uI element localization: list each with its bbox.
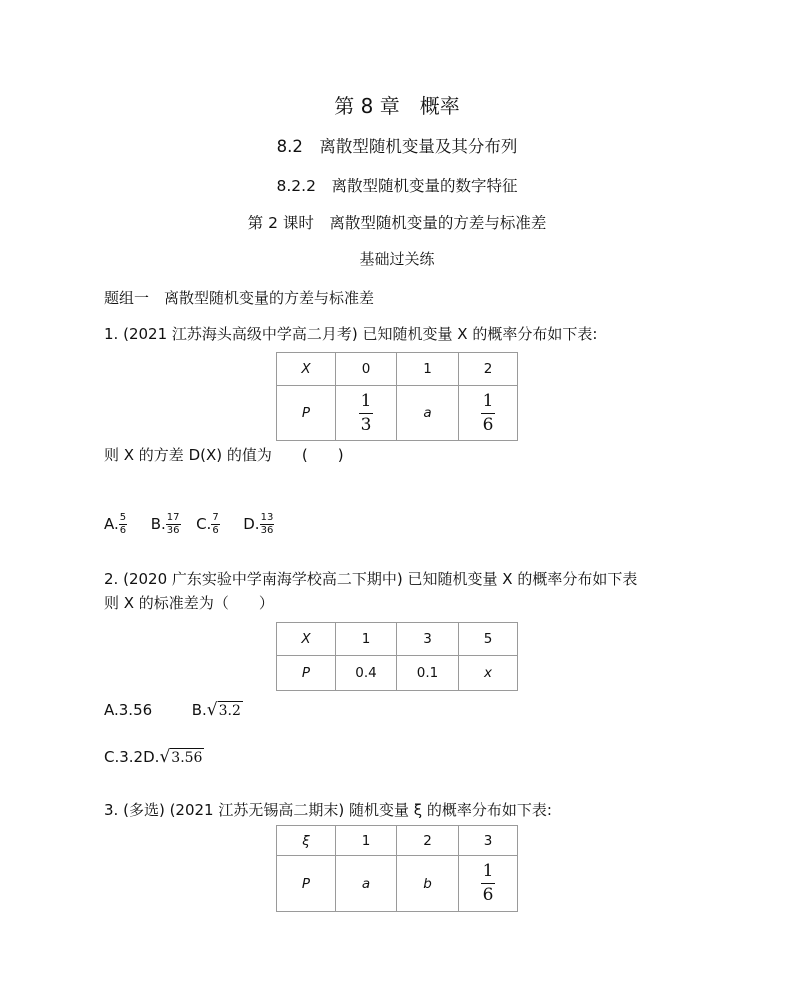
option-label: C. [196,515,212,533]
question-text: 随机变量 ξ 的概率分布如下表: [349,801,552,819]
table-cell: a [397,386,459,441]
numerator: 1 [359,393,374,414]
question-2-stem [104,568,637,589]
option-label: A. [104,515,119,533]
question-number: 3. [104,801,119,819]
question-source: (2021 江苏海头高级中学高二月考) [123,325,358,343]
table-cell: ξ [277,826,336,856]
question-source: (2020 广东实验中学南海学校高二下期中) [123,570,403,588]
q2-distribution-table [276,622,518,691]
table-cell: P [277,656,336,691]
question-2-ask: 则 X 的标准差为（ ） [104,594,274,612]
table-cell: 2 [397,826,459,856]
question-3-stem [104,799,552,820]
table-cell [459,856,518,912]
lesson-title: 第 2 课时 离散型随机变量的方差与标准差 [247,214,547,232]
numerator: 17 [166,512,180,523]
fraction [260,513,275,536]
table-cell: a [336,856,397,912]
option-d[interactable] [143,748,204,766]
question-source: (多选) (2021 江苏无锡高二期末) [123,801,345,819]
table-cell: P [277,386,336,441]
practice-heading: 基础过关练 [359,250,435,268]
option-d[interactable] [243,512,274,536]
table-cell: 0 [336,353,397,386]
numerator: 13 [260,512,274,523]
question-2-options-row1 [104,701,243,719]
denominator: 3 [360,414,372,435]
denominator: 6 [482,885,494,905]
numerator: 5 [119,512,127,523]
table-cell: P [277,856,336,912]
denominator: 36 [260,525,274,536]
question-text: 已知随机变量 X 的概率分布如下表: [362,325,598,343]
table-cell: 1 [397,353,459,386]
table-cell: 1 [336,623,397,656]
option-c[interactable] [196,512,224,536]
table-cell: 3 [459,826,518,856]
fraction [359,390,374,435]
numerator: 1 [481,393,496,414]
square-root: √ 3.56 [159,747,203,767]
subsection-title: 8.2.2 离散型随机变量的数字特征 [276,177,518,195]
table-cell: 0.1 [397,656,459,691]
fraction [211,513,219,536]
table-cell: 3 [397,623,459,656]
fraction [481,863,496,904]
denominator: 6 [212,525,219,536]
q1-distribution-table [276,352,518,441]
option-c[interactable]: C.3.2 [104,748,144,766]
table-cell: 1 [336,826,397,856]
question-2-options-row2 [104,748,204,766]
denominator: 36 [166,525,180,536]
table-cell: x [459,656,518,691]
option-a[interactable]: A.3.56 [104,701,153,719]
section-title: 8.2 离散型随机变量及其分布列 [276,137,518,156]
option-label: D. [143,748,160,766]
question-group-heading: 题组一 离散型随机变量的方差与标准差 [104,289,375,307]
radicand: 3.56 [171,750,203,766]
option-label: B. [191,701,207,719]
table-cell: b [397,856,459,912]
option-b[interactable] [192,701,243,719]
question-number: 1. [104,325,119,343]
table-cell: X [277,353,336,386]
fraction [119,513,127,536]
question-1-options [104,513,274,536]
chapter-title: 第 8 章 概率 [334,94,460,118]
fraction [481,390,496,435]
option-label: B. [150,515,166,533]
numerator: 7 [212,512,219,523]
question-text: 已知随机变量 X 的概率分布如下表 [407,570,638,588]
table-cell: 2 [459,353,518,386]
q3-distribution-table [276,825,518,912]
numerator: 1 [481,863,496,884]
question-number: 2. [104,570,119,588]
option-a[interactable] [104,512,132,536]
denominator: 6 [119,525,127,536]
option-b[interactable] [150,512,186,536]
option-label: D. [243,515,260,533]
table-cell: 0.4 [336,656,397,691]
radicand: 3.2 [218,703,241,719]
question-1-stem [104,323,597,344]
question-1-ask: 则 X 的方差 D(X) 的值为 ( ) [104,446,344,464]
fraction [166,513,181,536]
table-cell: X [277,623,336,656]
denominator: 6 [482,414,494,435]
square-root: √ 3.2 [206,700,241,720]
table-cell: 5 [459,623,518,656]
table-cell [336,386,397,441]
table-cell [459,386,518,441]
